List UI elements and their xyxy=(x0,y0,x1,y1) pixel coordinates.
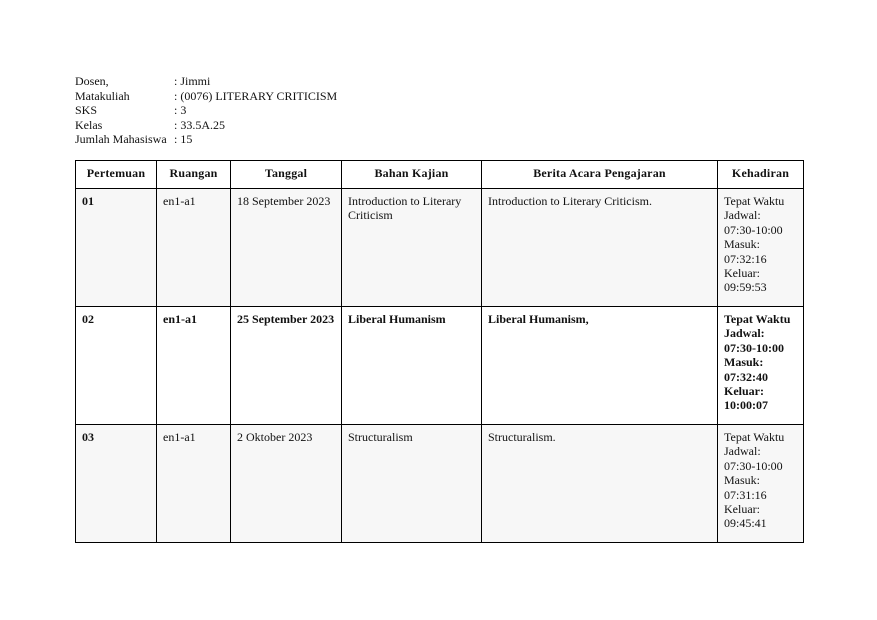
kehadiran-keluar-value: 10:00:07 xyxy=(724,398,768,413)
kehadiran-masuk-value: 07:32:16 xyxy=(724,251,767,266)
info-row-dosen xyxy=(75,74,337,89)
info-row-jumlah-mahasiswa xyxy=(75,132,337,147)
header-tanggal: Tanggal xyxy=(231,161,342,189)
cell-kehadiran xyxy=(718,425,804,543)
kehadiran-keluar-label: Keluar: xyxy=(724,502,760,517)
kehadiran-status: Tepat Waktu xyxy=(724,194,785,208)
kehadiran-masuk-label: Masuk: xyxy=(724,237,760,252)
header-berita-acara: Berita Acara Pengajaran xyxy=(482,161,718,189)
info-label: Matakuliah xyxy=(75,88,130,103)
cell-bahan-kajian: Introduction to Literary Criticism xyxy=(342,189,482,307)
info-value: : 33.5A.25 xyxy=(174,117,225,132)
cell-tanggal: 2 Oktober 2023 xyxy=(231,425,342,543)
cell-pertemuan: 01 xyxy=(76,189,157,307)
info-value: : Jimmi xyxy=(174,74,211,88)
cell-bahan-kajian: Structuralism xyxy=(342,425,482,543)
kehadiran-keluar-label: Keluar: xyxy=(724,266,760,281)
cell-bahan-kajian: Liberal Humanism xyxy=(342,307,482,425)
cell-tanggal: 25 September 2023 xyxy=(231,307,342,425)
info-label: Dosen, xyxy=(75,74,109,88)
info-label: SKS xyxy=(75,103,98,118)
table-header-row xyxy=(76,161,804,189)
cell-kehadiran xyxy=(718,189,804,307)
kehadiran-keluar-value: 09:45:41 xyxy=(724,516,767,531)
cell-berita-acara: Introduction to Literary Criticism. xyxy=(482,189,718,307)
info-label: Kelas xyxy=(75,117,103,132)
kehadiran-masuk-value: 07:32:40 xyxy=(724,369,768,384)
cell-tanggal: 18 September 2023 xyxy=(231,189,342,307)
attendance-table xyxy=(75,160,804,543)
kehadiran-masuk-label: Masuk: xyxy=(724,355,764,370)
kehadiran-jadwal-value: 07:30-10:00 xyxy=(724,340,784,355)
info-row-sks xyxy=(75,103,337,118)
kehadiran-keluar-value: 09:59:53 xyxy=(724,280,767,295)
header-ruangan: Ruangan xyxy=(157,161,231,189)
cell-berita-acara: Liberal Humanism, xyxy=(482,307,718,425)
kehadiran-status: Tepat Waktu xyxy=(724,312,791,326)
header-kehadiran: Kehadiran xyxy=(718,161,804,189)
header-pertemuan: Pertemuan xyxy=(76,161,157,189)
cell-pertemuan: 02 xyxy=(76,307,157,425)
info-row-kelas xyxy=(75,118,337,133)
cell-pertemuan: 03 xyxy=(76,425,157,543)
info-row-matakuliah xyxy=(75,89,337,104)
kehadiran-jadwal-label: Jadwal: xyxy=(724,208,761,223)
info-value: : (0076) LITERARY CRITICISM xyxy=(174,88,338,103)
kehadiran-masuk-label: Masuk: xyxy=(724,473,760,488)
course-info xyxy=(75,74,337,147)
kehadiran-jadwal-value: 07:30-10:00 xyxy=(724,458,783,473)
kehadiran-jadwal-label: Jadwal: xyxy=(724,444,761,459)
table-row xyxy=(76,425,804,543)
cell-berita-acara: Structuralism. xyxy=(482,425,718,543)
info-value: : 3 xyxy=(174,103,187,118)
kehadiran-jadwal-label: Jadwal: xyxy=(724,326,765,341)
header-bahan-kajian: Bahan Kajian xyxy=(342,161,482,189)
cell-ruangan: en1-a1 xyxy=(157,425,231,543)
cell-ruangan: en1-a1 xyxy=(157,307,231,425)
info-value: : 15 xyxy=(174,132,193,147)
table-row xyxy=(76,189,804,307)
table-row xyxy=(76,307,804,425)
kehadiran-keluar-label: Keluar: xyxy=(724,384,764,399)
info-label: Jumlah Mahasiswa xyxy=(75,132,167,147)
cell-kehadiran xyxy=(718,307,804,425)
cell-ruangan: en1-a1 xyxy=(157,189,231,307)
kehadiran-jadwal-value: 07:30-10:00 xyxy=(724,222,783,237)
kehadiran-masuk-value: 07:31:16 xyxy=(724,487,767,502)
kehadiran-status: Tepat Waktu xyxy=(724,430,785,444)
